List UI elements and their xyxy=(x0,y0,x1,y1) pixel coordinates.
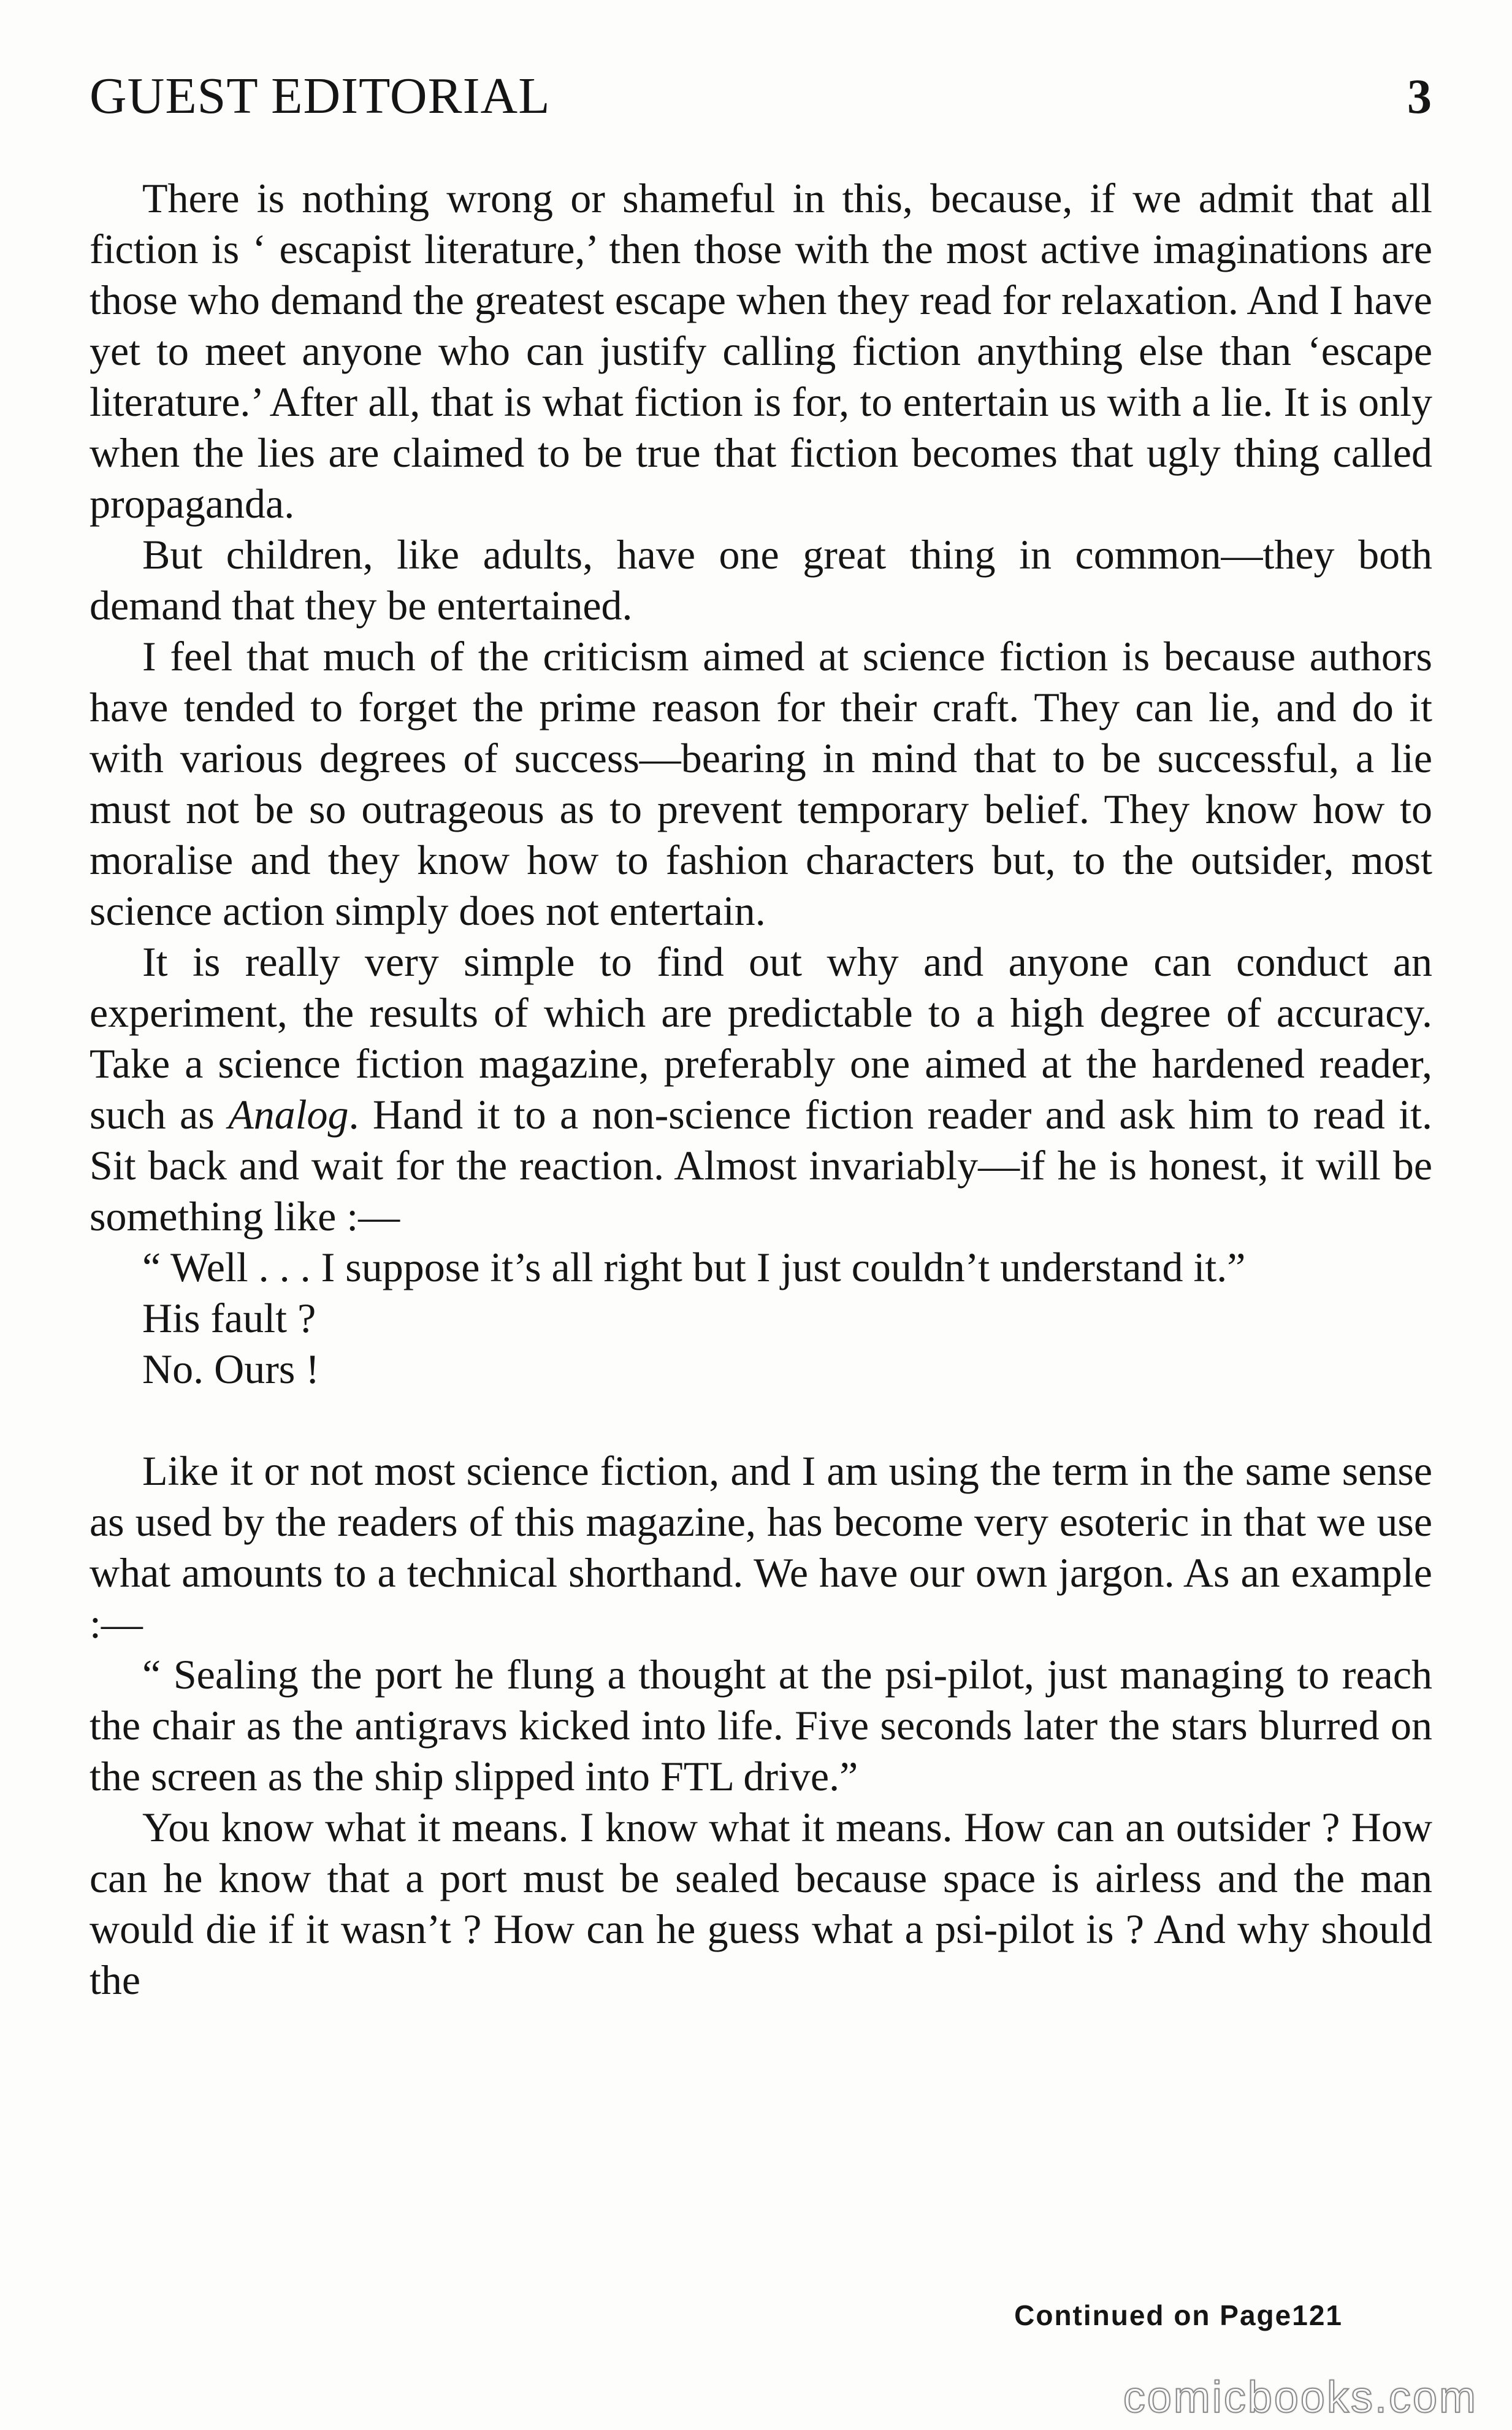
article-body xyxy=(90,173,1432,2006)
page-number: 3 xyxy=(1407,70,1432,124)
section-title: GUEST EDITORIAL xyxy=(90,67,551,125)
paragraph: Like it or not most science fiction, and I am using the term in the same sense as used by the readers of this magazine, has become very esoteric in that we use what amounts to a technical shorthand. We have our own jargon. As an example :— xyxy=(90,1447,1432,1647)
watermark: comicbooks.com xyxy=(1123,2373,1478,2422)
paragraph: You know what it means. I know what it means. How can an outsider ? How can he know that a port must be sealed because space is airless and the man would die if it wasn’t ? How can he guess what a psi-pilot is ? And why should the xyxy=(90,1804,1432,2003)
continued-note: Continued on Page121 xyxy=(1014,2299,1343,2331)
paragraph: No. Ours ! xyxy=(142,1346,319,1392)
paragraph: But children, like adults, have one great thing in common—they both demand that they be entertained. xyxy=(90,531,1432,629)
page-header xyxy=(90,66,1432,128)
paragraph: There is nothing wrong or shameful in this, because, if we admit that all fiction is ‘ escapist literature,’ then those with the most active imaginations are those who demand the greatest escape when they read for relaxation. And I have yet to meet anyone who can justify calling fiction anything else than ‘escape literature.’ After all, that is what fiction is for, to entertain us with a lie. It is only when the lies are claimed to be true that fiction becomes that ugly thing called propaganda. xyxy=(90,175,1432,527)
quote-paragraph: “ Sealing the port he flung a thought at the psi-pilot, just managing to reach the chair as the antigravs kicked into life. Five seconds later the stars blurred on the screen as the ship slipped into FTL drive.” xyxy=(90,1651,1432,1800)
paragraph-text: It is really very simple to find out why and anyone can conduct an experiment, the results of which are predictable to a high degree of accuracy. Take a science fiction magazine, preferably one aimed at the hardened reader, such as xyxy=(90,938,1432,1138)
quote-paragraph: “ Well . . . I suppose it’s all right but I just couldn’t understand it.” xyxy=(142,1244,1246,1290)
section-break xyxy=(90,1395,1432,1446)
paragraph: I feel that much of the criticism aimed at science fiction is because authors have tended to forget the prime reason for their craft. They can lie, and do it with various degrees of success—bearing in mind that to be successful, a lie must not be so outrageous as to prevent temporary belief. They know how to moralise and they know how to fashion characters but, to the outsider, most science action simply does not entertain. xyxy=(90,633,1432,934)
paragraph xyxy=(90,937,1432,1242)
magazine-title: Analog xyxy=(228,1091,349,1138)
paragraph: His fault ? xyxy=(142,1295,316,1341)
paragraph-text: . Hand it to a non-science fiction reader and ask him to read it. Sit back and wait for the reaction. Almost invariably—if he is honest, it will be something like :— xyxy=(90,1091,1432,1240)
